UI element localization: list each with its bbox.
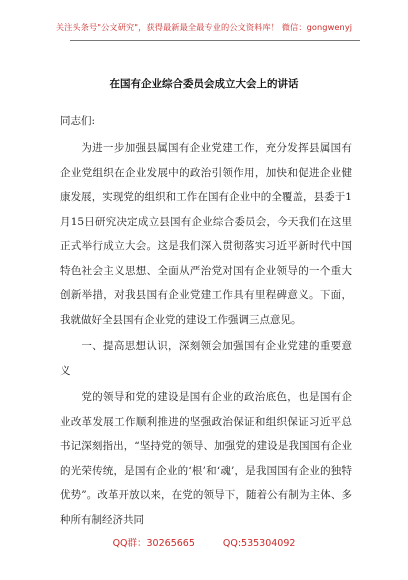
paragraph-text: 党的领导和党的建设是国有企业的政治底色，也是国有企业改革发展工作顺利推进的坚强政治保证和组织保证习近平总书记深刻指出，“坚持党的领导、加强党的建设是我国国有企业的光荣传统，是国有企业的‘根’和‘魂’，是我国国有企业的独特优势”。改革开放以来，在党的领导下，随着公有制为主体、多种所有制经济共同 (60, 391, 352, 526)
document-title: 在国有企业综合委员会成立大会上的讲话 (109, 78, 299, 90)
paragraph-text: 为进一步加强县属国有企业党建工作，充分发挥县属国有企业党组织在企业发展中的政治引领作用，加快和促进企业健康发展，实现党的组织和工作在国有企业中的全覆盖，县委于1月15日研究决定成立县国有企业综合委员会，今天我们在这里正式举行成立大会。这是我们深入贯彻落实习近平新时代中国特色社会主义思想、全面从严治党对国有企业领导的一个重大创新举措，对我县国有企业党建工作具有里程碑意义。下面，我就做好全县国有企业党的建设工作强调三点意见。 (60, 142, 352, 326)
footer-contact (0, 535, 408, 549)
section-heading (60, 334, 352, 383)
footer-qq-contact: QQ:535304092 (222, 538, 296, 549)
salutation: 同志们: (60, 115, 96, 127)
header-divider (70, 40, 360, 41)
body-paragraph (60, 385, 352, 532)
header-notice: 关注头条号"公文研究"，获得最新最全最专业的公文资料库！ 微信：gongwenyj (55, 22, 353, 32)
section-heading-text: 一、提高思想认识，深刻领会加强国有企业党建的重要意义 (60, 340, 352, 377)
footer-qq-group: QQ群：30265665 (112, 538, 195, 549)
body-paragraph (60, 136, 352, 332)
